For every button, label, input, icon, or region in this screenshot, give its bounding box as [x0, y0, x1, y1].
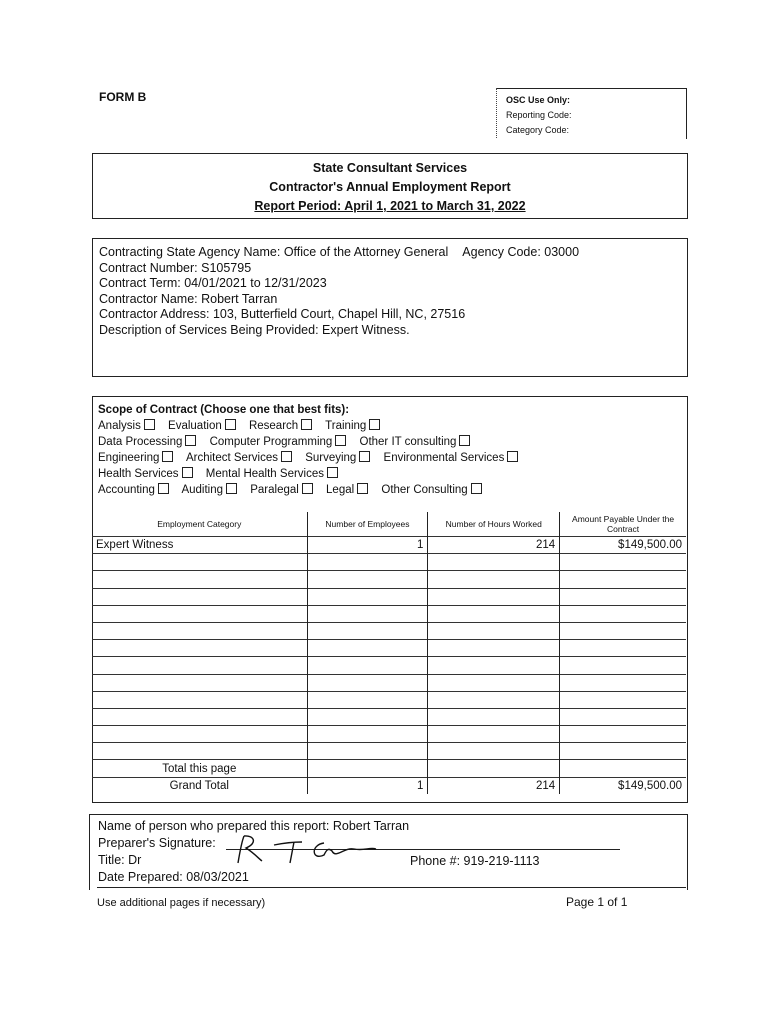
header-line-2: Contractor's Annual Employment Report: [269, 180, 511, 194]
category-code-label: Category Code:: [506, 125, 570, 135]
scope-label-architect: Architect Services: [185, 452, 278, 464]
osc-use-only-box: [496, 88, 687, 139]
osc-box-left-edge: [496, 88, 497, 138]
grand-total-label: Grand Total: [169, 779, 229, 792]
col-number-employees: Number of Employees: [307, 512, 428, 537]
contractor-name: Contractor Name: Robert Tarran: [99, 291, 278, 306]
service-description: Description of Services Being Provided: Expert Witness.: [99, 322, 410, 337]
scope-label-auditing: Auditing: [181, 484, 224, 496]
scope-label-surveying: Surveying: [305, 452, 357, 464]
col-employment-category: Employment Category: [157, 519, 242, 529]
checkbox-computer-programming[interactable]: [335, 435, 346, 446]
checkbox-other-it[interactable]: [459, 435, 470, 446]
checkbox-legal[interactable]: [357, 483, 368, 494]
table-row-empty: [92, 571, 686, 588]
signature-section: [89, 814, 688, 890]
prepared-by: Name of person who prepared this report: Robert Tarran: [98, 819, 410, 833]
preparer-title: Title: Dr: [98, 853, 142, 867]
table-row: [92, 537, 686, 554]
table-row-empty: [92, 674, 686, 691]
table-row-empty: [92, 743, 686, 760]
checkbox-analysis[interactable]: [144, 419, 155, 430]
row-amount: $149,500.00: [560, 537, 686, 554]
date-underline: [97, 887, 686, 888]
total-this-page-row: [92, 760, 686, 777]
checkbox-health[interactable]: [182, 467, 193, 478]
table-row-empty: [92, 605, 686, 622]
signature-label: Preparer's Signature:: [98, 836, 216, 850]
table-row-empty: [92, 708, 686, 725]
scope-heading: Scope of Contract (Choose one that best fits):: [98, 404, 350, 416]
report-period: Report Period: April 1, 2021 to March 31, 2022: [254, 199, 526, 213]
scope-label-training: Training: [325, 420, 367, 432]
checkbox-data-processing[interactable]: [185, 435, 196, 446]
table-row-empty: [92, 657, 686, 674]
phone-number: Phone #: 919-219-1113: [410, 854, 540, 868]
form-title: FORM B: [99, 90, 147, 104]
handwritten-signature: [228, 833, 378, 865]
scope-label-mental-health: Mental Health Services: [205, 468, 324, 480]
total-this-page-label: Total this page: [162, 762, 237, 775]
contract-number: Contract Number: S105795: [99, 260, 252, 275]
agency-name: Contracting State Agency Name: Office of the Attorney General: [99, 245, 449, 259]
scope-label-other-consulting: Other Consulting: [381, 484, 468, 496]
reporting-code-label: Reporting Code:: [506, 110, 572, 120]
scope-label-engineering: Engineering: [98, 452, 160, 464]
page-number: Page 1 of 1: [566, 895, 628, 909]
checkbox-environmental[interactable]: [507, 451, 518, 462]
row-employees: 1: [307, 537, 428, 554]
table-row-empty: [92, 588, 686, 605]
scope-label-paralegal: Paralegal: [250, 484, 299, 496]
scope-label-computer-programming: Computer Programming: [209, 436, 333, 448]
report-header: [92, 153, 688, 219]
grand-total-amount: $149,500.00: [560, 777, 686, 794]
grand-total-hours: 214: [428, 777, 560, 794]
checkbox-surveying[interactable]: [359, 451, 370, 462]
scope-label-other-it: Other IT consulting: [359, 436, 457, 448]
table-row-empty: [92, 622, 686, 639]
scope-label-environmental: Environmental Services: [383, 452, 505, 464]
checkbox-research[interactable]: [301, 419, 312, 430]
table-row-empty: [92, 691, 686, 708]
scope-label-data-processing: Data Processing: [98, 436, 183, 448]
contractor-address: Contractor Address: 103, Butterfield Court, Chapel Hill, NC, 27516: [99, 307, 466, 321]
checkbox-evaluation[interactable]: [225, 419, 236, 430]
checkbox-mental-health[interactable]: [327, 467, 338, 478]
col-amount-payable: Amount Payable Under the Contract: [560, 512, 686, 537]
table-row-empty: [92, 554, 686, 571]
checkbox-other-consulting[interactable]: [471, 483, 482, 494]
row-category: Expert Witness: [96, 539, 174, 552]
scope-label-legal: Legal: [326, 484, 355, 496]
osc-title: OSC Use Only:: [506, 95, 571, 105]
checkbox-paralegal[interactable]: [302, 483, 313, 494]
contract-term: Contract Term: 04/01/2021 to 12/31/2023: [99, 276, 327, 290]
scope-label-research: Research: [248, 420, 299, 432]
scope-label-accounting: Accounting: [98, 484, 155, 496]
scope-label-evaluation: Evaluation: [168, 420, 222, 432]
checkbox-accounting[interactable]: [158, 483, 169, 494]
row-hours: 214: [428, 537, 560, 554]
scope-label-analysis: Analysis: [98, 420, 141, 432]
scope-label-health: Health Services: [98, 468, 179, 480]
agency-code: Agency Code: 03000: [462, 245, 580, 259]
footer-note: Use additional pages if necessary): [97, 897, 266, 909]
grand-total-employees: 1: [307, 777, 428, 794]
col-hours-worked: Number of Hours Worked: [428, 512, 560, 537]
table-row-empty: [92, 640, 686, 657]
date-prepared: Date Prepared: 08/03/2021: [98, 870, 249, 884]
checkbox-engineering[interactable]: [162, 451, 173, 462]
table-row-empty: [92, 726, 686, 743]
checkbox-training[interactable]: [369, 419, 380, 430]
employment-table: [92, 512, 686, 794]
checkbox-architect[interactable]: [281, 451, 292, 462]
header-line-1: State Consultant Services: [312, 161, 468, 175]
checkbox-auditing[interactable]: [226, 483, 237, 494]
contract-info: [92, 238, 688, 377]
grand-total-row: [92, 777, 686, 794]
